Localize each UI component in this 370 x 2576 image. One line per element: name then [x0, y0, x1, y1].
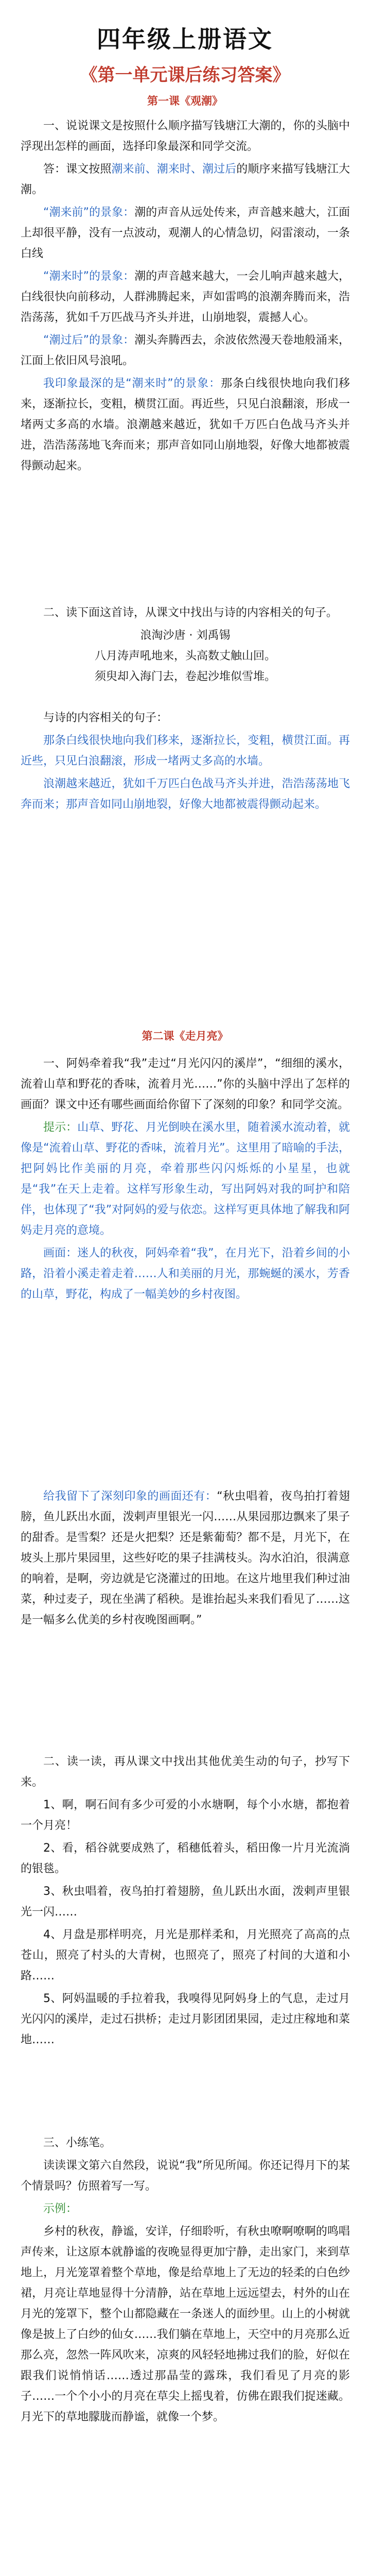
- lesson1-after: “潮过后”的景象：潮头奔腾西去，余波依然漫天卷地般涌来，江面上依旧风号浪吼。: [21, 334, 350, 367]
- lesson1-during: “潮来时”的景象：潮的声音越来越大，一会儿响声越来越大，白线很快向前移动，人群沸腾起来，声如雷鸣的浪潮奔腾而来，浩浩荡荡，犹如千万匹战马齐头并进，山崩地裂，震撼人心。: [21, 270, 350, 324]
- lesson2-hint: 提示：山草、野花、月光倒映在溪水里，随着溪水流动着，就像是“流着山草、野花的香味，流着月光”。这里用了暗喻的手法，把阿妈比作美丽的月亮，牵着那些闪闪烁烁的小星星，也就是“我”在天上走着。这样写形象生动，写出阿妈对我的呵护和陪伴，也体现了“我”对阿妈的爱与依恋。这样写更具体地了解我和阿妈走月亮的意境。: [21, 1121, 350, 1237]
- read-item-2: 2、看，稻谷就要成熟了，稻穗低着头，稻田像一片月光流淌的银毯。: [21, 1842, 350, 1875]
- poem-section: [21, 603, 350, 817]
- lesson1-question: 一、说说课文是按照什么顺序描写钱塘江大潮的，你的头脑中浮现出怎样的画面，选择印象最深和同学交流。: [21, 120, 350, 153]
- lesson1-favourite: 我印象最深的是“潮来时”的景象：那条白线很快地向我们移来，逐渐拉长，变粗，横贯江面。再近些，只见白浪翻滚，形成一堵两丈多高的水墙。浪潮越来越近，犹如千万匹白色战马齐头并进，浩浩荡荡地飞奔而来；那声音如同山崩地裂，好像大地都被震得颤动起来。: [21, 377, 350, 472]
- lesson1-before: “潮来前”的景象：潮的声音从远处传来，声音越来越大，江面上却很平静，没有一点波动，观潮人的心情急切，闷雷滚动，一条白线: [21, 206, 350, 260]
- practice-question: 读读课文第六自然段，说说“我”所见所闻。你还记得月下的某个情景吗？仿照着写一写。: [21, 2159, 350, 2193]
- impression-text: 给我留下了深刻印象的画面还有：“秋虫唱着，夜鸟拍打着翅膀，鱼儿跃出水面，泼剌声里银光一闪……从果园那边飘来了果子的甜香。是雪梨？还是火把梨？还是紫葡萄？都不是，月光下，在坡头上那片果园里，这些好吃的果子挂满枝头。沟水泊泊，很满意的响着，是啊，旁边就是它浇灌过的田地。在这片地里我们种过油菜，种过麦子，现在坐满了稻秧。是谁抬起头来我们看见了……这是一幅多么优美的乡村夜晚图画啊。”: [21, 1490, 350, 1626]
- lesson2-picture: 画面：迷人的秋夜，阿妈牵着“我”，在月光下，沿着乡间的小路，沿着小溪走着走着……人和美丽的月光，那蜿蜒的溪水，芳香的山草，野花，构成了一幅美妙的乡村夜图。: [21, 1247, 350, 1301]
- read-question: 二、读一读，再从课文中找出其他优美生动的句子，抄写下来。: [21, 1755, 350, 1789]
- lesson1-section: [21, 116, 350, 479]
- practice-example: 乡村的秋夜，静谧，安详，仔细聆听，有秋虫嘹啊嘹啊的鸣唱声传来，让这原本就静谧的夜晚显得更加宁静，走出家门，来到草地上，月光笼罩着整个草地，像是给草地上了无边的轻柔的白色纱裙，月亮让草地显得十分清静，站在草地上远远望去，村外的山在月光的笼罩下，整个山都隐藏在一条迷人的面纱里。山上的小树就像是披上了白纱的仙女……我们躺在草地上，天空中的月亮那么近那么亮，忽然一阵风吹来，凉爽的风轻轻地拂过我们的脸，好似在跟我们说悄悄话……透过那晶莹的露珠，我们看见了月亮的影子……一个个小小的月亮在草尖上摇曳着，仿佛在跟我们捉迷藏。月光下的草地朦胧而静谧，就像一个梦。: [21, 2225, 350, 2424]
- read-item-3: 3、秋虫唱着，夜鸟拍打着翅膀，鱼儿跃出水面，泼剌声里银光一闪……: [21, 1885, 350, 1919]
- practice-example-label: 示例：: [43, 2202, 78, 2215]
- page-subtitle: 《第一单元课后练习答案》: [80, 65, 290, 86]
- lesson1-answer: 答：课文按照潮来前、潮来时、潮过后的顺序来描写钱塘江大潮。: [21, 163, 350, 196]
- impression-section: [21, 1486, 350, 1633]
- read-item-5: 5、阿妈温暖的手拉着我，我嗅得见阿妈身上的气息，走过月光闪闪的溪岸，走过石拱桥；走过月影团团果园，走过庄稼地和菜地……: [21, 1992, 350, 2046]
- lesson2-heading: 第二课《走月亮》: [142, 1030, 228, 1042]
- page-title: 四年级上册语文: [97, 25, 273, 53]
- lesson2-question: 一、阿妈牵着我“我”走过“月光闪闪的溪岸”，“细细的溪水，流着山草和野花的香味，流着月光……”你的头脑中浮出了怎样的画面？课文中还有哪些画面给你留下了深刻的印象？和同学交流。: [21, 1057, 350, 1111]
- poem-line-2: 须臾却入海门去，卷起沙堆似雪堆。: [94, 670, 276, 683]
- poem-title: 浪淘沙唐 · 刘禹锡: [140, 629, 231, 642]
- read-item-1: 1、啊，啊石间有多少可爱的小水塘啊，每个小水塘，都抱着一个月亮！: [21, 1799, 350, 1832]
- lesson1-heading: 第一课《观潮》: [147, 95, 223, 107]
- poem-ref-label: 与诗的内容相关的句子：: [43, 711, 168, 724]
- poem-answer-2: 浪潮越来越近，犹如千万匹白色战马齐头并进，浩浩荡荡地飞奔而来；那声音如同山崩地裂，好像大地都被震得颤动起来。: [21, 777, 350, 811]
- read-section: [21, 1752, 350, 2053]
- read-item-4: 4、月盘是那样明亮，月光是那样柔和，月光照亮了高高的点苍山，照亮了村头的大青树，也照亮了，照亮了村间的大道和小路……: [21, 1928, 350, 1982]
- poem-line-1: 八月涛声吼地来，头高数丈触山回。: [94, 650, 276, 663]
- lesson2-section: [21, 1054, 350, 1307]
- poem-answer-1: 那条白线很快地向我们移来，逐渐拉长，变粗，横贯江面。再近些，只见白浪翻滚，形成一堵两丈多高的水墙。: [21, 734, 350, 768]
- practice-section: [21, 2133, 350, 2430]
- poem-question: 二、读下面这首诗，从课文中找出与诗的内容相关的句子。: [43, 606, 338, 619]
- practice-heading: 三、小练笔。: [43, 2137, 112, 2149]
